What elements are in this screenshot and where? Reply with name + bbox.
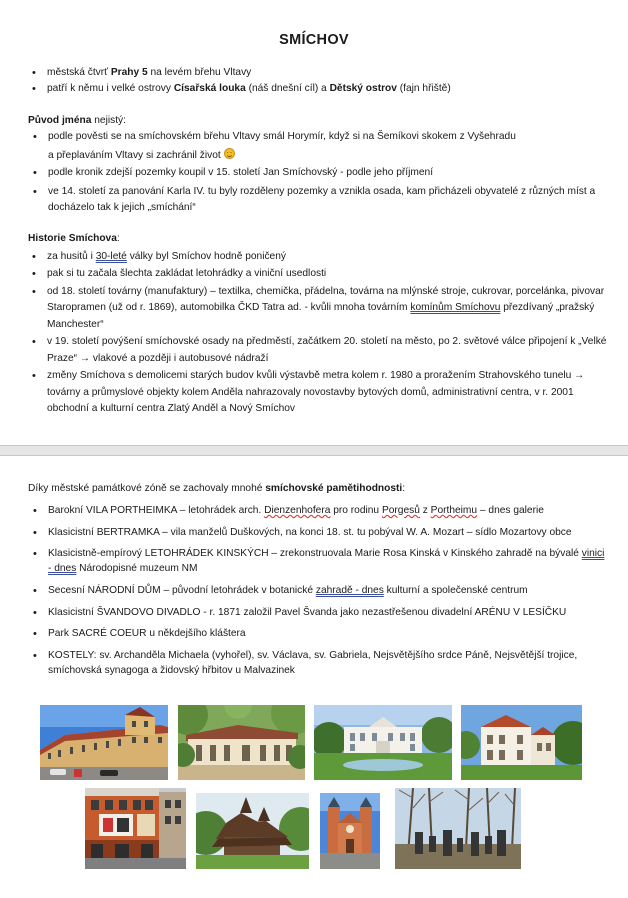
monuments-heading: Díky městské památkové zóně se zachovaly mnohé smíchovské pamětihodnosti: (28, 483, 406, 494)
intro-item-1: • městská čtvrť Prahy 5 na levém břehu Vltavy (28, 66, 608, 81)
monument-item-2: • Klasicistní BERTRAMKA – vila manželů Duškových, na konci 18. st. tu pobýval W. A. Mozart – sídlo Mozartovy obce (28, 526, 608, 541)
origin-item-3: • ve 14. století za panování Karla IV. tu byly rozděleny pozemky a vznikla osada, kam přicházeli obyvatelé z různých míst a docházelo tak k jejich „smíchání“ (28, 184, 608, 217)
history-item-1: • za husitů i 30-leté války byl Smíchov hodně poničený (28, 249, 608, 266)
photo-jewish-cemetery (395, 788, 521, 869)
photo-bertramka (178, 705, 305, 780)
intro-item-2: • patří k němu i velké ostrovy Císařská louka (náš dnešní cíl) a Dětský ostrov (fajn hřiště) (28, 82, 608, 97)
photo-narodni-dum (461, 705, 582, 780)
intro-section (28, 66, 608, 98)
photo-letohradek-kinskych (314, 705, 452, 780)
page-2 (0, 455, 628, 898)
monument-item-5: • Klasicistní ŠVANDOVO DIVADLO - r. 1871 založil Pavel Švanda jako nezastřešenou divadelní ARÉNU V LESÍČKU (28, 606, 608, 621)
photo-wooden-church (196, 793, 309, 869)
history-item-3: • od 18. století továrny (manufaktury) – textilka, chemička, přádelna, továrna na mlýnské stroje, cukrovar, porcelánka, pivovar Staropramen (už od r. 1869), automobilka ČKD Tatra ad. - kvůli mnoha továrním komínům Smíchovu přezdívaný „pražský Manchester“ (28, 284, 608, 334)
history-heading: Historie Smíchova: (28, 233, 120, 244)
monuments-section (28, 482, 608, 686)
photo-church-st-vaclav (320, 793, 380, 869)
monument-item-6: • Park SACRÉ COEUR u někdejšího kláštera (28, 627, 608, 642)
photo-svandovo-divadlo (85, 788, 186, 869)
origin-heading: Původ jména nejistý: (28, 115, 126, 126)
history-section (28, 232, 608, 419)
origin-item-1: • podle pověsti se na smíchovském břehu Vltavy smál Horymír, když si na Šemíkovi skokem z Vyšehradu a přeplaváním Vltavy si zachránil život (28, 130, 608, 164)
photo-vila-portheimka (40, 705, 168, 780)
history-item-2: • pak si tu začala šlechta zakládat letohrádky a viniční usedlosti (28, 266, 608, 283)
smiley-icon (224, 148, 235, 159)
monument-item-4: • Secesní NÁRODNÍ DŮM – původní letohrádek v botanické zahradě - dnes kulturní a společenské centrum (28, 584, 608, 599)
origin-section (28, 114, 608, 218)
page-1 (0, 0, 628, 446)
monument-item-3: • Klasicistně-empírový LETOHRÁDEK KINSKÝCH – zrekonstruovala Marie Rosa Kinská v Kinského zahradě na bývalé vinici - dnes Národopisné muzeum NM (28, 547, 608, 577)
monument-item-1: • Barokní VILA PORTHEIMKA – letohrádek arch. Dienzenhofera pro rodinu Porgesů z Portheimu – dnes galerie (28, 504, 608, 519)
origin-item-2: • podle kronik zdejší pozemky koupil v 15. století Jan Smíchovský - podle jeho příjmení (28, 166, 608, 181)
history-item-5: • změny Smíchova s demolicemi starých budov kvůli výstavbě metra kolem r. 1980 a proražením Strahovského tunelu → továrny a průmyslové objekty kolem Anděla nahrazovaly novostavby bytových domů, administrativní centra, v r. 2001 obchodní a kulturní centra Zlatý Anděl a Nový Smíchov (28, 368, 608, 418)
page-title: SMÍCHOV (279, 32, 349, 48)
history-item-4: • v 19. století povýšení smíchovské osady na předměstí, začátkem 20. století na město, po 2. světové válce připojení k „Velké Praze“ → vlakové a později i autobusové nádraží (28, 334, 608, 367)
monument-item-7: • KOSTELY: sv. Archanděla Michaela (vyhořel), sv. Václava, sv. Gabriela, Nejsvětějšího srdce Páně, Nejsvětější trojice, smíchovská synagoga a židovský hřbitov u Malvazinek (28, 649, 608, 679)
